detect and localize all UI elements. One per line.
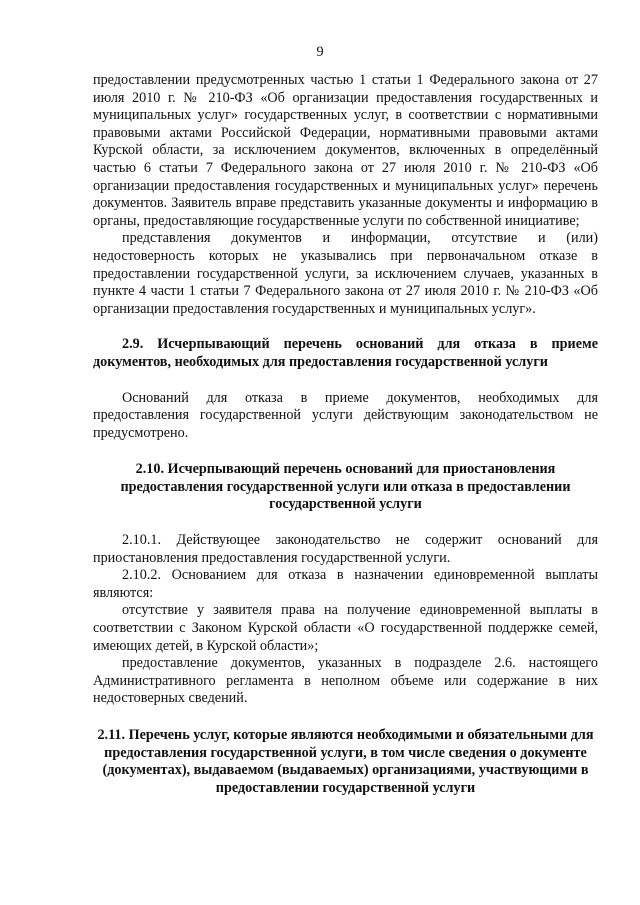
paragraph-no-grounds: Оснований для отказа в приеме документов, необходимых для предоставления государственной услуги действующим законодательством не предусмотрено. [93, 389, 598, 441]
paragraph-continuation: предоставлении предусмотренных частью 1 статьи 1 Федерального закона от 27 июля 2010 г. № 210-ФЗ «Об организации предоставления государственных и муниципальных услуг» государственных услуг, в соответствии с нормативными правовыми актами Российской Федерации, нормативными правовыми актами Курской области, за исключением документов, включенных в определённый частью 6 статьи 7 Федерального закона от 27 июля 2010 г. № 210-ФЗ «Об организации предоставления государственных и муниципальных услуг» перечень документов. Заявитель вправе представить указанные документы и информацию в органы, предоставляющие государственные услуги по собственной инициативе; [93, 72, 598, 229]
paragraph-no-right: отсутствие у заявителя права на получение единовременной выплаты в соответствии с Законом Курской области «О государственной поддержке семей, имеющих детей, в Курской области»; [93, 602, 598, 654]
document-body [93, 72, 598, 797]
page-number: 9 [316, 44, 324, 60]
paragraph-2-10-2: 2.10.2. Основанием для отказа в назначении единовременной выплаты являются: [93, 567, 598, 601]
section-heading-2-11: 2.11. Перечень услуг, которые являются необходимыми и обязательными для предоставления государственной услуги, в том числе сведения о документе (документах), выдаваемом (выдаваемых) организациями, участвующими в предоставлении государственной услуги [97, 727, 594, 796]
paragraph-incomplete-docs: предоставление документов, указанных в подразделе 2.6. настоящего Административного регламента в неполном объеме или содержание в них недостоверных сведений. [93, 655, 598, 707]
section-heading-2-10: 2.10. Исчерпывающий перечень оснований для приостановления предоставления государственной услуги или отказа в предоставлении государственной услуги [120, 461, 571, 513]
paragraph-2-10-1: 2.10.1. Действующее законодательство не содержит оснований для приостановления предоставления государственной услуги. [93, 532, 598, 566]
paragraph-representation: представления документов и информации, отсутствие и (или) недостоверность которых не указывались при первоначальном отказе в предоставлении государственной услуги, за исключением случаев, указанных в пункте 4 части 1 статьи 7 Федерального закона от 27 июля 2010 г. № 210-ФЗ «Об организации предоставления государственных и муниципальных услуг». [93, 230, 598, 317]
section-heading-2-9: 2.9. Исчерпывающий перечень оснований для отказа в приеме документов, необходимых для предоставления государственной услуги [93, 336, 598, 370]
